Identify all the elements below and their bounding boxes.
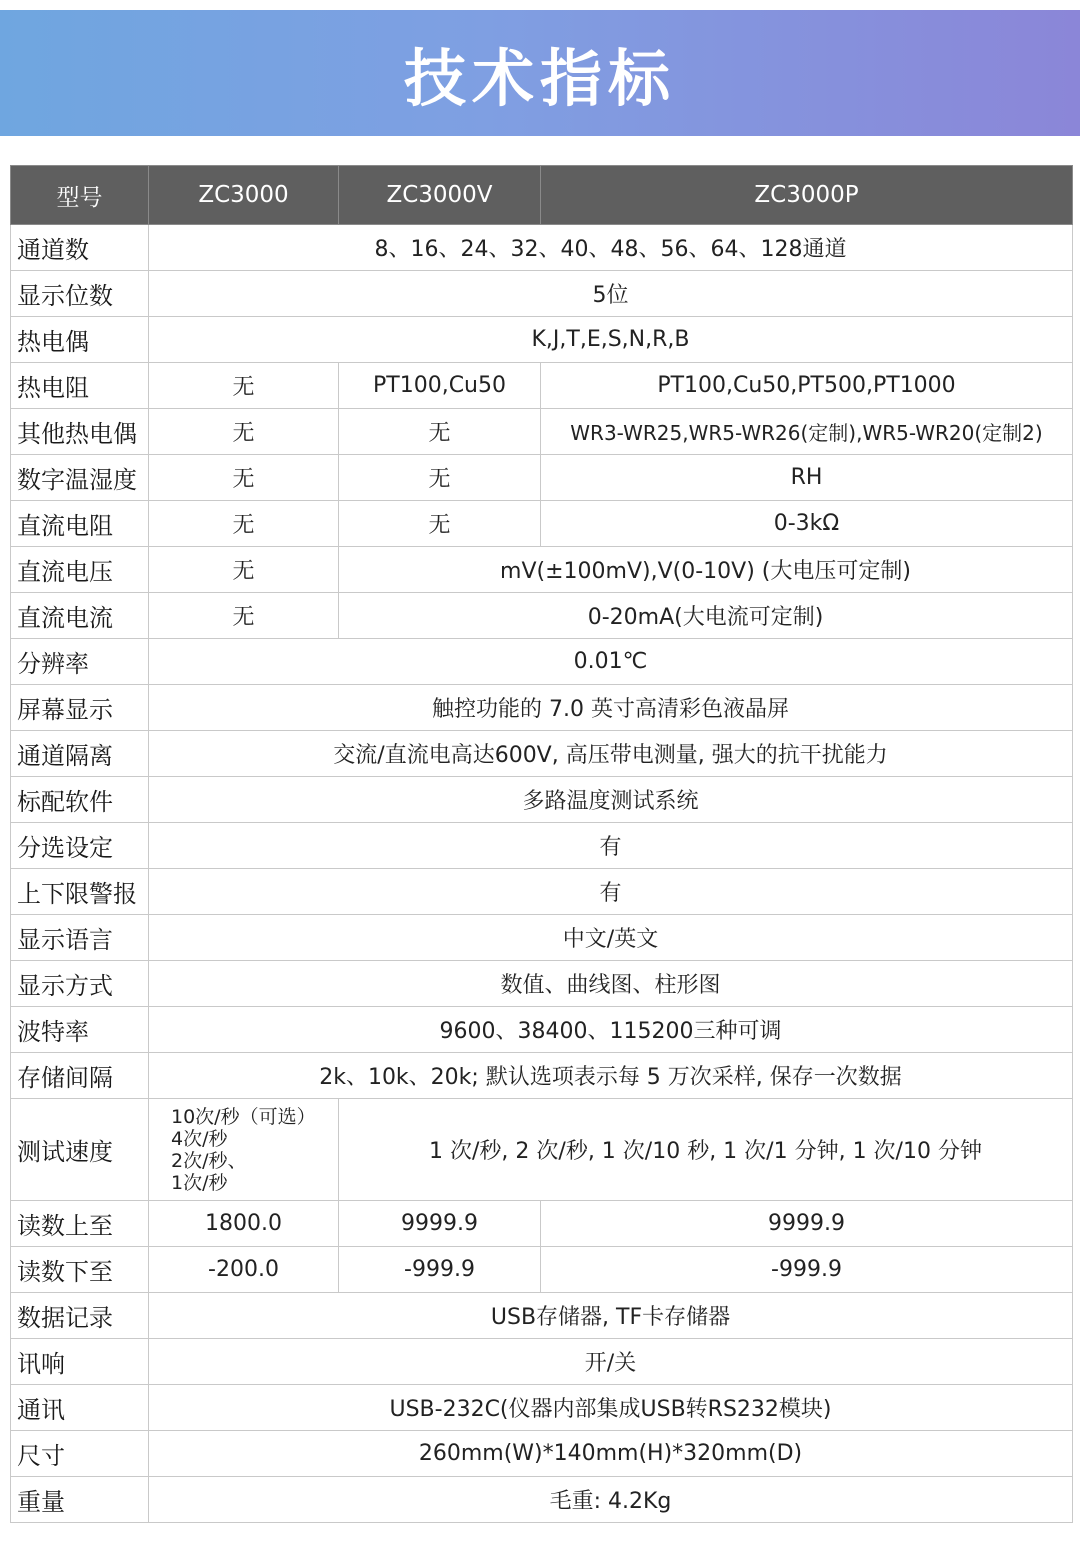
table-row [11, 455, 1073, 501]
cell-zc3000v: 无 [339, 409, 541, 455]
speed-line: 4次/秒 [171, 1127, 228, 1150]
cell-zc3000v: -999.9 [339, 1247, 541, 1293]
row-label: 热电阻 [11, 363, 149, 409]
row-value: 数值、曲线图、柱形图 [149, 961, 1073, 1007]
row-value: 触控功能的 7.0 英寸高清彩色液晶屏 [149, 685, 1073, 731]
cell-zc3000: 无 [149, 593, 339, 639]
table-row [11, 777, 1073, 823]
row-label: 上下限警报 [11, 869, 149, 915]
cell-zc3000p: 0-3kΩ [541, 501, 1073, 547]
row-label: 显示方式 [11, 961, 149, 1007]
row-label: 读数上至 [11, 1201, 149, 1247]
row-label: 其他热电偶 [11, 409, 149, 455]
table-row [11, 547, 1073, 593]
row-value: 有 [149, 823, 1073, 869]
cell-zc3000 [149, 1099, 339, 1201]
row-label: 屏幕显示 [11, 685, 149, 731]
row-label: 读数下至 [11, 1247, 149, 1293]
row-value: 2k、10k、20k; 默认选项表示每 5 万次采样, 保存一次数据 [149, 1053, 1073, 1099]
row-value: 交流/直流电高达600V, 高压带电测量, 强大的抗干扰能力 [149, 731, 1073, 777]
table-row [11, 823, 1073, 869]
table-row [11, 1099, 1073, 1201]
table-row [11, 1431, 1073, 1477]
row-label: 数字温湿度 [11, 455, 149, 501]
row-label: 测试速度 [11, 1099, 149, 1201]
row-label: 直流电阻 [11, 501, 149, 547]
spec-table [10, 165, 1073, 1523]
table-row [11, 363, 1073, 409]
table-row [11, 1385, 1073, 1431]
table-row [11, 501, 1073, 547]
cell-zc3000v-zc3000p: 1 次/秒, 2 次/秒, 1 次/10 秒, 1 次/1 分钟, 1 次/10 分钟 [339, 1099, 1073, 1201]
cell-zc3000p: -999.9 [541, 1247, 1073, 1293]
table-row [11, 915, 1073, 961]
row-label: 存储间隔 [11, 1053, 149, 1099]
table-row [11, 593, 1073, 639]
cell-zc3000p: PT100,Cu50,PT500,PT1000 [541, 363, 1073, 409]
row-label: 直流电流 [11, 593, 149, 639]
cell-zc3000: 无 [149, 409, 339, 455]
row-value: 有 [149, 869, 1073, 915]
cell-zc3000v: 无 [339, 455, 541, 501]
row-value: 8、16、24、32、40、48、56、64、128通道 [149, 225, 1073, 271]
table-row [11, 685, 1073, 731]
cell-zc3000v: PT100,Cu50 [339, 363, 541, 409]
row-value: 毛重: 4.2Kg [149, 1477, 1073, 1523]
cell-zc3000p: 9999.9 [541, 1201, 1073, 1247]
table-row [11, 271, 1073, 317]
row-label: 分辨率 [11, 639, 149, 685]
row-label: 直流电压 [11, 547, 149, 593]
row-label: 波特率 [11, 1007, 149, 1053]
row-label: 讯响 [11, 1339, 149, 1385]
table-row [11, 409, 1073, 455]
row-label: 重量 [11, 1477, 149, 1523]
row-value: USB存储器, TF卡存储器 [149, 1293, 1073, 1339]
table-row [11, 317, 1073, 363]
table-row [11, 1339, 1073, 1385]
header-row [11, 166, 1073, 225]
cell-zc3000v-zc3000p: mV(±100mV),V(0-10V) (大电压可定制) [339, 547, 1073, 593]
row-value: 260mm(W)*140mm(H)*320mm(D) [149, 1431, 1073, 1477]
speed-line: 10次/秒（可选） [171, 1105, 316, 1128]
speed-line: 1次/秒 [171, 1171, 228, 1194]
row-value: USB-232C(仪器内部集成USB转RS232模块) [149, 1385, 1073, 1431]
page-title: 技术指标 [403, 41, 676, 115]
speed-line: 2次/秒、 [171, 1149, 247, 1172]
cell-zc3000v-zc3000p: 0-20mA(大电流可定制) [339, 593, 1073, 639]
cell-zc3000: 无 [149, 455, 339, 501]
row-value: 0.01℃ [149, 639, 1073, 685]
table-row [11, 961, 1073, 1007]
table-row [11, 1053, 1073, 1099]
table-row [11, 639, 1073, 685]
header-model-zc3000p: ZC3000P [541, 166, 1073, 225]
cell-zc3000: 无 [149, 363, 339, 409]
header-model-zc3000v: ZC3000V [339, 166, 541, 225]
table-row [11, 1007, 1073, 1053]
cell-zc3000: 无 [149, 501, 339, 547]
row-value: 多路温度测试系统 [149, 777, 1073, 823]
cell-zc3000v: 9999.9 [339, 1201, 541, 1247]
row-label: 通道数 [11, 225, 149, 271]
table-row [11, 869, 1073, 915]
cell-zc3000p: RH [541, 455, 1073, 501]
table-row [11, 1247, 1073, 1293]
row-label: 显示位数 [11, 271, 149, 317]
header-model-zc3000: ZC3000 [149, 166, 339, 225]
row-label: 热电偶 [11, 317, 149, 363]
row-label: 数据记录 [11, 1293, 149, 1339]
cell-zc3000: -200.0 [149, 1247, 339, 1293]
cell-zc3000: 1800.0 [149, 1201, 339, 1247]
row-value: 中文/英文 [149, 915, 1073, 961]
table-row [11, 225, 1073, 271]
header-model-label: 型号 [11, 166, 149, 225]
row-value: K,J,T,E,S,N,R,B [149, 317, 1073, 363]
cell-zc3000v: 无 [339, 501, 541, 547]
row-label: 通道隔离 [11, 731, 149, 777]
row-value: 5位 [149, 271, 1073, 317]
table-row [11, 1201, 1073, 1247]
table-row [11, 1293, 1073, 1339]
row-label: 分选设定 [11, 823, 149, 869]
row-value: 9600、38400、115200三种可调 [149, 1007, 1073, 1053]
table-row [11, 1477, 1073, 1523]
row-value: 开/关 [149, 1339, 1073, 1385]
cell-zc3000: 无 [149, 547, 339, 593]
row-label: 尺寸 [11, 1431, 149, 1477]
title-banner [0, 10, 1080, 136]
row-label: 显示语言 [11, 915, 149, 961]
cell-zc3000p: WR3-WR25,WR5-WR26(定制),WR5-WR20(定制2) [541, 409, 1073, 455]
row-label: 通讯 [11, 1385, 149, 1431]
row-label: 标配软件 [11, 777, 149, 823]
table-row [11, 731, 1073, 777]
